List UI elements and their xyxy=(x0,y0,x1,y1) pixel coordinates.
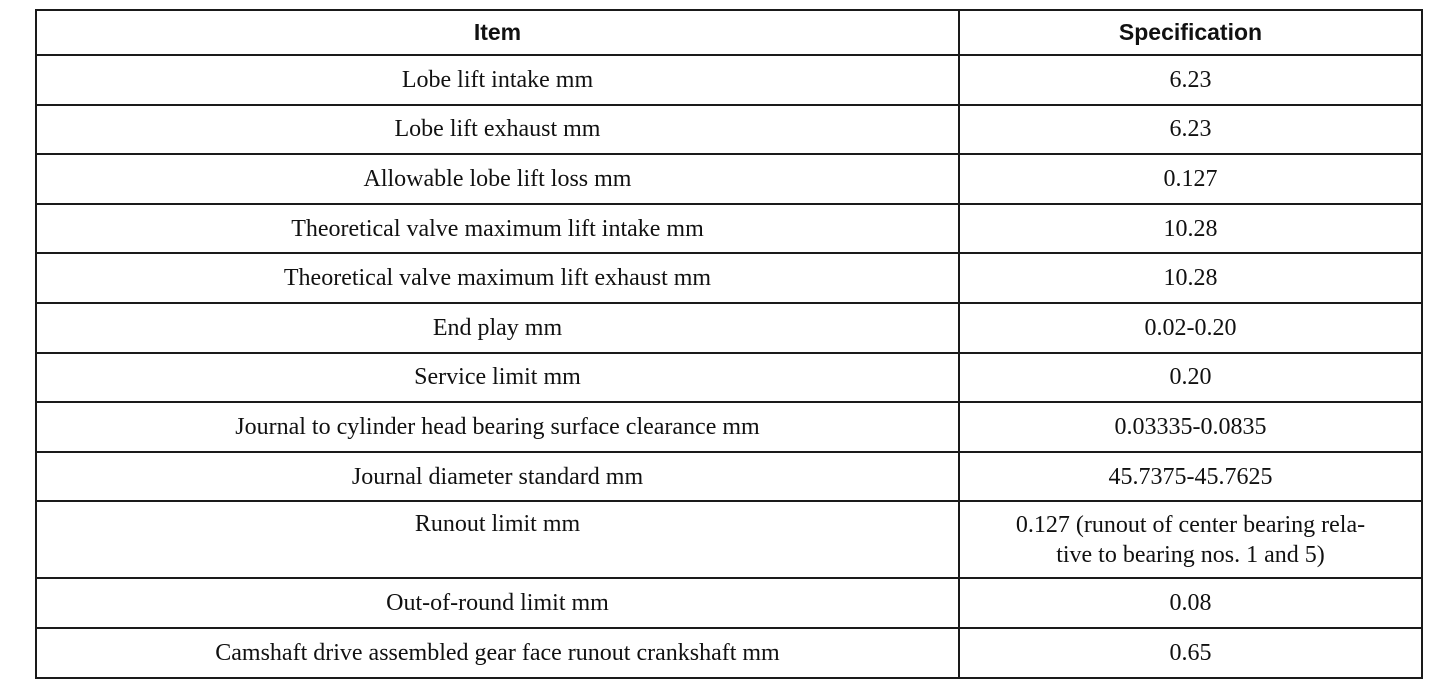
header-item: Item xyxy=(36,10,959,55)
spec-cell: 10.28 xyxy=(959,204,1422,254)
spec-cell: 0.08 xyxy=(959,578,1422,628)
item-cell: Journal diameter standard mm xyxy=(36,452,959,502)
item-cell: Out-of-round limit mm xyxy=(36,578,959,628)
spec-cell: 0.02-0.20 xyxy=(959,303,1422,353)
table-row xyxy=(36,303,1422,353)
spec-cell: 45.7375-45.7625 xyxy=(959,452,1422,502)
header-specification: Specification xyxy=(959,10,1422,55)
table-row xyxy=(36,154,1422,204)
spec-cell: 10.28 xyxy=(959,253,1422,303)
table-row xyxy=(36,353,1422,403)
table-row xyxy=(36,578,1422,628)
item-cell: Camshaft drive assembled gear face runout crankshaft mm xyxy=(36,628,959,678)
table-row xyxy=(36,452,1422,502)
table-header-row xyxy=(36,10,1422,55)
specification-table xyxy=(35,9,1423,679)
spec-cell xyxy=(959,501,1422,578)
table-row xyxy=(36,253,1422,303)
item-cell: Theoretical valve maximum lift exhaust mm xyxy=(36,253,959,303)
spec-cell: 6.23 xyxy=(959,55,1422,105)
item-cell: Allowable lobe lift loss mm xyxy=(36,154,959,204)
spec-line: 0.127 (runout of center bearing rela- xyxy=(1015,512,1366,539)
spec-cell: 0.127 xyxy=(959,154,1422,204)
spec-cell: 0.65 xyxy=(959,628,1422,678)
item-cell: Theoretical valve maximum lift intake mm xyxy=(36,204,959,254)
item-cell: Journal to cylinder head bearing surface clearance mm xyxy=(36,402,959,452)
item-cell: Lobe lift intake mm xyxy=(36,55,959,105)
item-cell: Lobe lift exhaust mm xyxy=(36,105,959,155)
spec-cell: 0.03335-0.0835 xyxy=(959,402,1422,452)
table-row xyxy=(36,55,1422,105)
table-row xyxy=(36,204,1422,254)
spec-cell: 6.23 xyxy=(959,105,1422,155)
item-cell: End play mm xyxy=(36,303,959,353)
spec-line: tive to bearing nos. 1 and 5) xyxy=(1056,542,1325,569)
item-cell: Runout limit mm xyxy=(36,501,959,578)
table-row xyxy=(36,402,1422,452)
table-row xyxy=(36,628,1422,678)
spec-cell: 0.20 xyxy=(959,353,1422,403)
item-cell: Service limit mm xyxy=(36,353,959,403)
table-row xyxy=(36,501,1422,578)
table-row xyxy=(36,105,1422,155)
